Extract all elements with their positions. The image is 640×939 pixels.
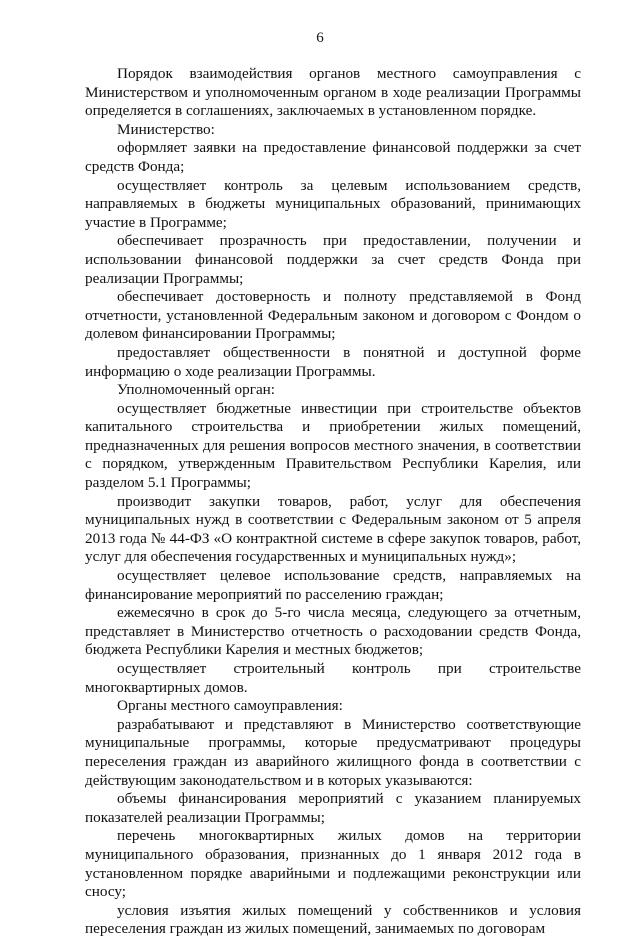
paragraph-ministry-heading: Министерство: bbox=[117, 120, 215, 138]
paragraph-local-financing-volumes: объемы финансирования мероприятий с указанием планируемых показателей реализации Программы; bbox=[85, 790, 581, 826]
paragraph-ministry-transparency: обеспечивает прозрачность при предоставлении, получении и использовании финансовой поддержки за счет средств Фонда при реализации Программы; bbox=[85, 232, 581, 287]
paragraph-ministry-public-info: предоставляет общественности в понятной и доступной форме информацию о ходе реализации Программы. bbox=[85, 343, 581, 380]
paragraph-authorized-body-heading: Уполномоченный орган: bbox=[117, 381, 276, 399]
paragraph-ministry-control: осуществляет контроль за целевым использованием средств, направляемых в бюджеты муниципальных образований, принимающих участие в Программе; bbox=[85, 176, 581, 231]
paragraph-authorized-procurement: производит закупки товаров, работ, услуг для обеспечения муниципальных нужд в соответствии с Федеральным законом от 5 апреля 2013 года № 44-ФЗ «О контрактной системе в сфере закупок товаров, работ, услуг для обеспечения государственных и муниципальных нужд»; bbox=[85, 492, 581, 566]
paragraph-local-building-list: перечень многоквартирных жилых домов на территории муниципального образования, признанных до 1 января 2012 года в установленном порядке аварийными и подлежащими реконструкции или сносу; bbox=[85, 827, 581, 901]
paragraph-authorized-monthly-report: ежемесячно в срок до 5-го числа месяца, следующего за отчетным, представляет в Министерство отчетность о расходовании средств Фонда, бюджета Республики Карелия и местных бюджетов; bbox=[85, 604, 581, 659]
paragraph-local-seizure-conditions: условия изъятия жилых помещений у собственников и условия переселения граждан из жилых помещений, занимаемых по договорам bbox=[85, 901, 581, 938]
paragraph-local-government-heading: Органы местного самоуправления: bbox=[117, 697, 343, 715]
paragraph-interaction-order: Порядок взаимодействия органов местного самоуправления с Министерством и уполномоченным органом в ходе реализации Программы определяется в соглашениях, заключаемых в установленном порядке. bbox=[85, 65, 581, 120]
paragraph-authorized-investments: осуществляет бюджетные инвестиции при строительстве объектов капитального строительства и приобретении жилых помещений, предназначенных для решения вопросов местного значения, в соответствии с порядком, утвержденным Правительством Республики Карелия, или разделом 5.1 Программы; bbox=[85, 399, 581, 492]
paragraph-authorized-construction-control: осуществляет строительный контроль при строительстве многоквартирных домов. bbox=[85, 660, 581, 696]
document-body bbox=[85, 65, 581, 939]
page-number: 6 bbox=[316, 30, 324, 46]
paragraph-ministry-applications: оформляет заявки на предоставление финансовой поддержки за счет средств Фонда; bbox=[85, 139, 581, 175]
paragraph-local-programs: разрабатывают и представляют в Министерство соответствующие муниципальные программы, которые предусматривают процедуры переселения граждан из аварийного жилищного фонда в соответствии с действующим законодательством и в которых указываются: bbox=[85, 715, 581, 789]
paragraph-ministry-reporting: обеспечивает достоверность и полноту представляемой в Фонд отчетности, установленной Федеральным законом и договором с Фондом о долевом финансировании Программы; bbox=[85, 288, 581, 343]
paragraph-authorized-targeted-use: осуществляет целевое использование средств, направляемых на финансирование мероприятий по расселению граждан; bbox=[85, 567, 581, 603]
